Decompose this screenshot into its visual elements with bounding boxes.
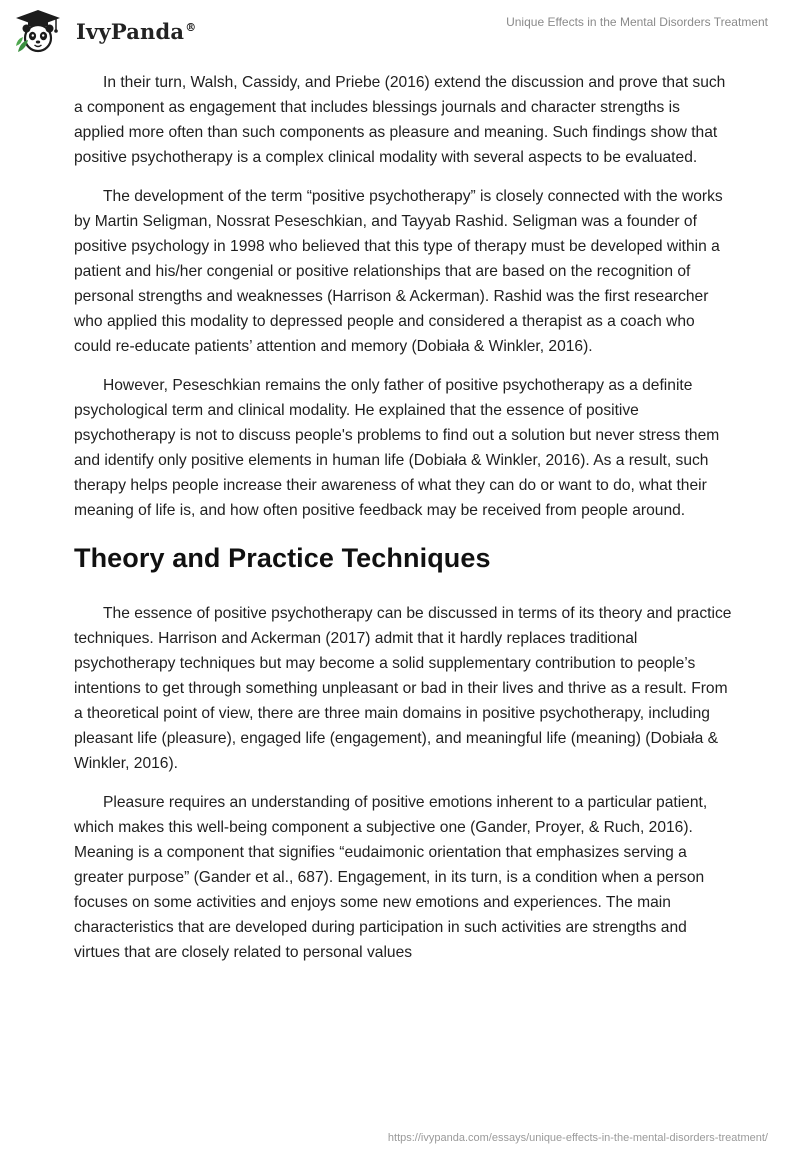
paragraph: The development of the term “positive psychotherapy” is closely connected with the works by Martin Seligman, Nossrat Peseschkian, and Tayyab Rashid. Seligman was a founder of positive psychology in 1998 who believed that this type of therapy must be developed within a patient and his/her congenial or positive relationships that are based on the recognition of personal strengths and weaknesses (Harrison & Ackerman). Rashid was the first researcher who applied this modality to depressed people and considered a therapist as a coach who could re-educate patients’ attention and memory (Dobiała & Winkler, 2016). xyxy=(74,188,723,355)
section-heading: Theory and Practice Techniques xyxy=(74,543,491,573)
ivypanda-logo[interactable] xyxy=(14,8,196,54)
paragraph: The essence of positive psychotherapy can be discussed in terms of its theory and practice techniques. Harrison and Ackerman (2017) admit that it hardly replaces traditional psychotherapy techniques but may become a solid supplementary contribution to people’s intentions to get through something unpleasant or bad in their lives and thrive as a result. From a theoretical point of view, there are three main domains in positive psychotherapy, including pleasant life (pleasure), engaged life (engagement), and meaningful life (meaning) (Dobiała & Winkler, 2016). xyxy=(74,605,732,772)
document-title: Unique Effects in the Mental Disorders Treatment xyxy=(506,15,768,29)
essay-content xyxy=(74,70,734,979)
panda-logo-icon xyxy=(14,8,62,54)
paragraph: Pleasure requires an understanding of positive emotions inherent to a particular patient, which makes this well-being component a subjective one (Gander, Proyer, & Ruch, 2016). Meaning is a component that signifies “eudaimonic orientation that emphasizes serving a greater purpose” (Gander et al., 687). Engagement, in its turn, is a condition when a person focuses on some activities and enjoys some new emotions and experiences. The main characteristics that are developed during participation in such activities are strengths and virtues that are closely related to personal values xyxy=(74,794,708,961)
paragraph: In their turn, Walsh, Cassidy, and Priebe (2016) extend the discussion and prove that such a component as engagement that includes blessings journals and character strengths is applied more often than such components as pleasure and meaning. Such findings show that positive psychotherapy is a complex clinical modality with several aspects to be evaluated. xyxy=(74,74,726,166)
source-url[interactable]: https://ivypanda.com/essays/unique-effects-in-the-mental-disorders-treatment/ xyxy=(387,1132,768,1144)
page-header xyxy=(0,0,800,62)
paragraph: However, Peseschkian remains the only father of positive psychotherapy as a definite psychological term and clinical modality. He explained that the essence of positive psychotherapy is not to discuss people's problems to find out a solution but never stress them and identify only positive elements in human life (Dobiała & Winkler, 2016). As a result, such therapy helps people increase their awareness of what they can do or want to do, what their meaning of life is, and how often positive feedback may be received from people around. xyxy=(74,377,720,519)
brand-name: IvyPanda® xyxy=(76,18,197,44)
